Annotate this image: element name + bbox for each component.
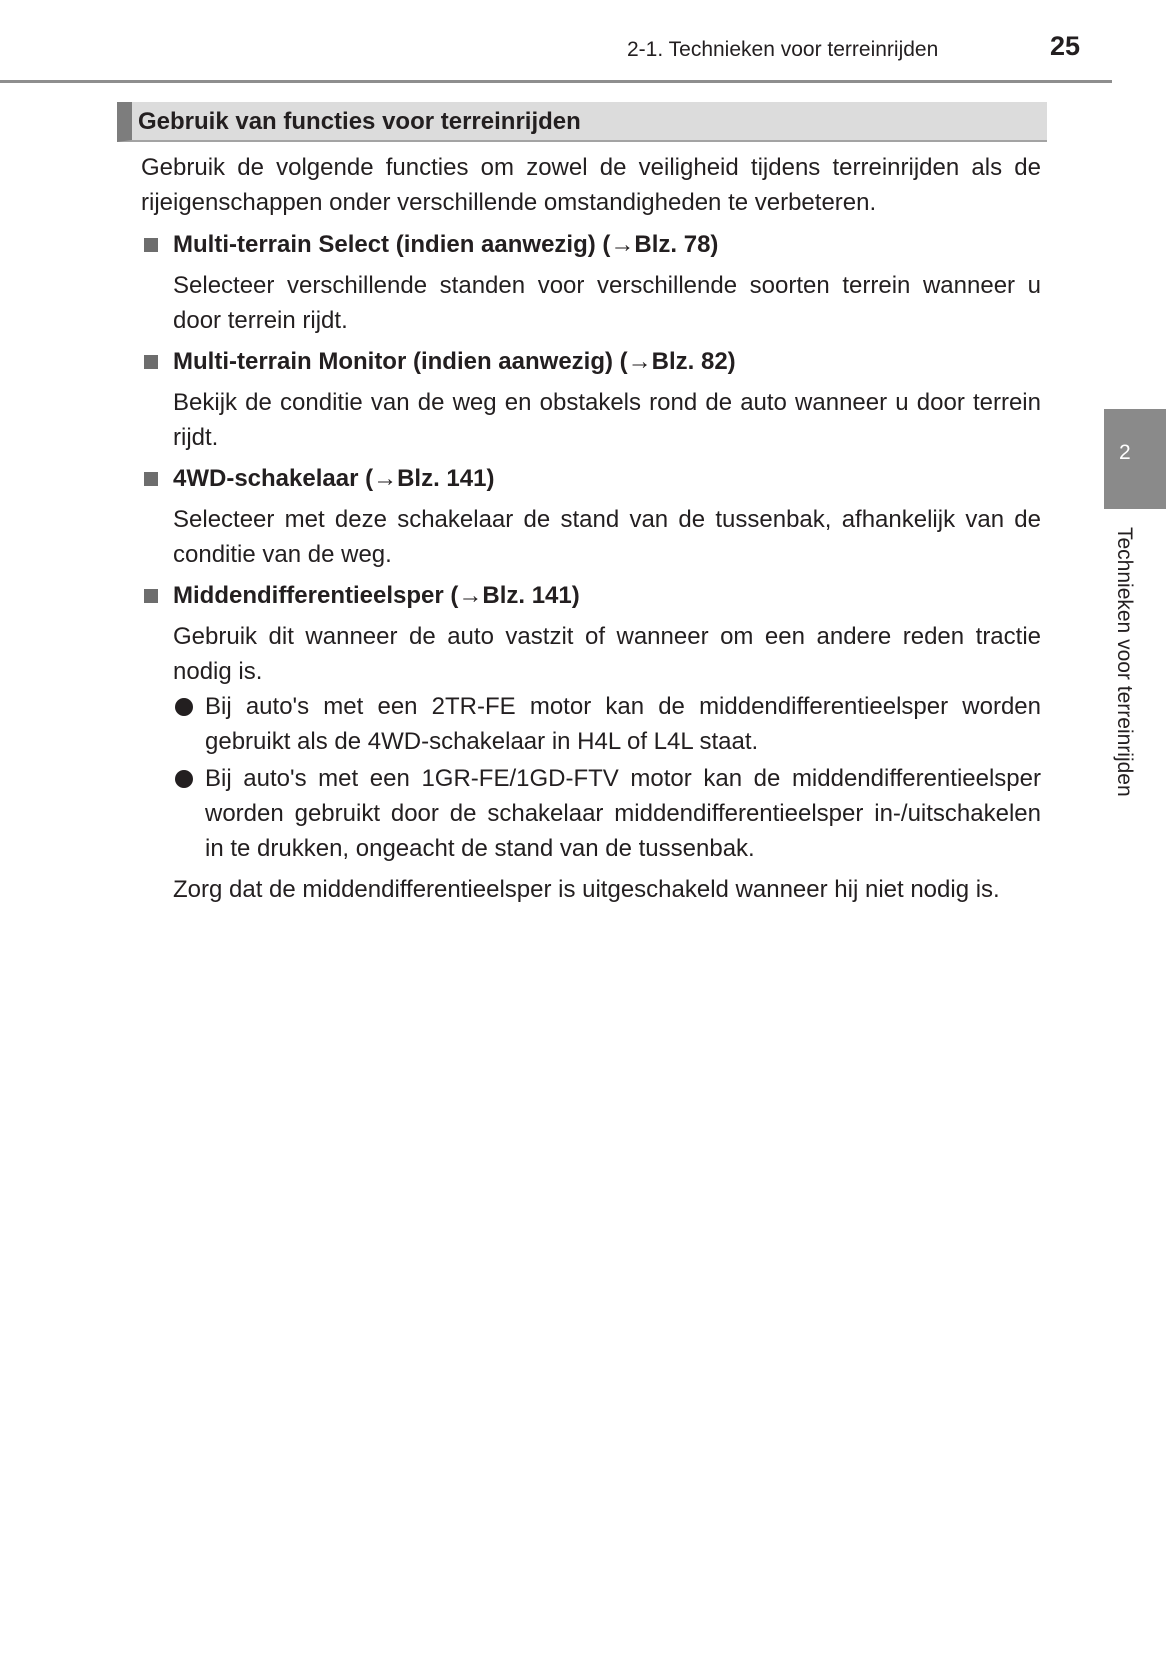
chapter-tab [1104,409,1166,509]
round-bullet-icon [175,770,193,788]
bullet-text: Bij auto's met een 2TR-FE motor kan de middendifferentieelsper worden gebruikt als de 4WD-schakelaar in H4L of L4L staat. [205,693,1041,755]
round-bullet-icon [175,698,193,716]
intro-paragraph: Gebruik de volgende functies om zowel de veiligheid tijdens terreinrijden als de rijeigenschappen onder verschillende omstandigheden te verbeteren. [141,154,1041,216]
item-heading-middendifferentieelsper [141,578,1041,613]
square-bullet-icon [144,472,158,486]
closing-paragraph: Zorg dat de middendifferentieelsper is uitgeschakeld wanneer hij niet nodig is. [173,876,1000,903]
section-heading: Gebruik van functies voor terreinrijden [117,102,1047,142]
item-title: Multi-terrain Monitor (indien aanwezig) (→Blz. 82) [173,348,736,375]
item-text-multi-terrain-select: Selecteer verschillende standen voor verschillende soorten terrein wanneer u door terrein rijdt. [173,272,1041,334]
bullet-text: Bij auto's met een 1GR-FE/1GD-FTV motor kan de middendifferentieelsper worden gebruikt door de schakelaar middendifferentieelsper in-/uitschakelen in te drukken, ongeacht de stand van de tussenbak. [205,765,1041,862]
item-heading-multi-terrain-select [141,227,1041,262]
chapter-title-vertical: Technieken voor terreinrijden [1113,527,1136,797]
item-title: 4WD-schakelaar (→Blz. 141) [173,465,495,492]
section-content [141,150,1041,907]
item-text-middendifferentieelsper: Gebruik dit wanneer de auto vastzit of wanneer om een andere reden tractie nodig is. [173,623,1041,685]
item-title: Multi-terrain Select (indien aanwezig) (→Blz. 78) [173,231,719,258]
item-heading-4wd-schakelaar [141,461,1041,496]
item-heading-multi-terrain-monitor [141,344,1041,379]
item-title: Middendifferentieelsper (→Blz. 141) [173,582,580,609]
bullet-list [141,689,1041,866]
item-text-4wd-schakelaar: Selecteer met deze schakelaar de stand van de tussenbak, afhankelijk van de conditie van de weg. [173,506,1041,568]
chapter-number: 2 [1119,441,1131,464]
square-bullet-icon [144,589,158,603]
square-bullet-icon [144,355,158,369]
square-bullet-icon [144,238,158,252]
list-item [173,761,1041,866]
running-header [0,0,1112,83]
running-title: 2-1. Technieken voor terreinrijden [627,38,939,61]
list-item [173,689,1041,759]
page-number: 25 [1050,31,1081,61]
item-text-multi-terrain-monitor: Bekijk de conditie van de weg en obstakels rond de auto wanneer u door terrein rijdt. [173,389,1041,451]
